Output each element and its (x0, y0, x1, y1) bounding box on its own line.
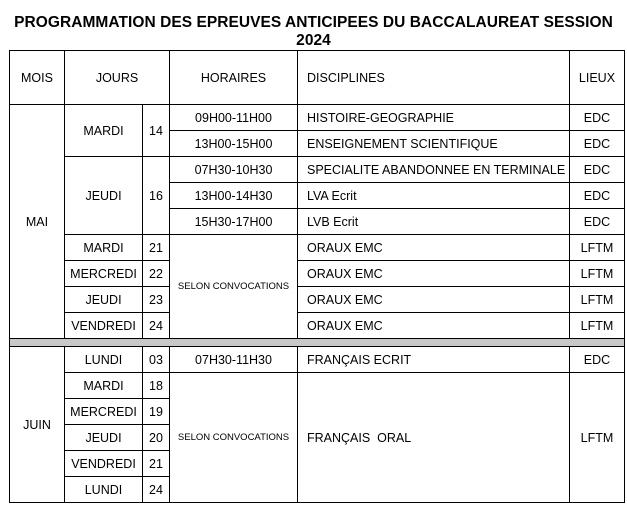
day-cell: MERCREDI (65, 261, 143, 287)
header-row (10, 51, 625, 105)
day-cell: MARDI (65, 105, 143, 157)
discipline-cell: ORAUX EMC (298, 313, 570, 339)
table-row (10, 157, 625, 183)
header-disciplines: DISCIPLINES (298, 51, 570, 105)
discipline-cell: SPECIALITE ABANDONNEE EN TERMINALE (298, 157, 570, 183)
date-cell: 21 (143, 451, 170, 477)
discipline-cell: FRANÇAIS ORAL (298, 373, 570, 503)
month-separator (10, 339, 625, 347)
day-cell: LUNDI (65, 347, 143, 373)
discipline-cell: LVB Ecrit (298, 209, 570, 235)
date-cell: 19 (143, 399, 170, 425)
date-cell: 21 (143, 235, 170, 261)
convocation-cell: SELON CONVOCATIONS (170, 235, 298, 339)
convocation-cell: SELON CONVOCATIONS (170, 373, 298, 503)
header-horaires: HORAIRES (170, 51, 298, 105)
day-cell: VENDREDI (65, 313, 143, 339)
page-title: PROGRAMMATION DES EPREUVES ANTICIPEES DU BACCALAUREAT SESSION 2024 (14, 14, 613, 49)
table-row (10, 105, 625, 131)
table-row (10, 313, 625, 339)
time-cell: 13H00-15H00 (170, 131, 298, 157)
discipline-cell: ENSEIGNEMENT SCIENTIFIQUE (298, 131, 570, 157)
time-cell: 15H30-17H00 (170, 209, 298, 235)
lieu-cell: LFTM (570, 313, 625, 339)
header-lieux: LIEUX (570, 51, 625, 105)
table-row (10, 287, 625, 313)
day-cell: JEUDI (65, 425, 143, 451)
lieu-cell: LFTM (570, 261, 625, 287)
month-cell-juin: JUIN (10, 347, 65, 503)
date-cell: 22 (143, 261, 170, 287)
day-cell: JEUDI (65, 287, 143, 313)
date-cell: 03 (143, 347, 170, 373)
lieu-cell: EDC (570, 183, 625, 209)
date-cell: 16 (143, 157, 170, 235)
lieu-cell: EDC (570, 209, 625, 235)
lieu-cell: EDC (570, 157, 625, 183)
date-cell: 24 (143, 313, 170, 339)
day-cell: JEUDI (65, 157, 143, 235)
table-row (10, 261, 625, 287)
discipline-cell: ORAUX EMC (298, 287, 570, 313)
date-cell: 23 (143, 287, 170, 313)
table-row (10, 235, 625, 261)
day-cell: MARDI (65, 373, 143, 399)
time-cell: 07H30-10H30 (170, 157, 298, 183)
discipline-cell: LVA Ecrit (298, 183, 570, 209)
lieu-cell: LFTM (570, 235, 625, 261)
date-cell: 24 (143, 477, 170, 503)
day-cell: VENDREDI (65, 451, 143, 477)
date-cell: 20 (143, 425, 170, 451)
lieu-cell: EDC (570, 347, 625, 373)
lieu-cell: LFTM (570, 373, 625, 503)
discipline-cell: ORAUX EMC (298, 235, 570, 261)
discipline-cell: HISTOIRE-GEOGRAPHIE (298, 105, 570, 131)
header-jours: JOURS (65, 51, 170, 105)
separator-band (10, 339, 625, 347)
discipline-cell: ORAUX EMC (298, 261, 570, 287)
lieu-cell: EDC (570, 131, 625, 157)
table-row (10, 347, 625, 373)
day-cell: MARDI (65, 235, 143, 261)
time-cell: 09H00-11H00 (170, 105, 298, 131)
day-cell: MERCREDI (65, 399, 143, 425)
day-cell: LUNDI (65, 477, 143, 503)
date-cell: 18 (143, 373, 170, 399)
schedule-table (9, 50, 625, 503)
header-mois: MOIS (10, 51, 65, 105)
date-cell: 14 (143, 105, 170, 157)
time-cell: 13H00-14H30 (170, 183, 298, 209)
table-row (10, 373, 625, 399)
discipline-cell: FRANÇAIS ECRIT (298, 347, 570, 373)
lieu-cell: LFTM (570, 287, 625, 313)
time-cell: 07H30-11H30 (170, 347, 298, 373)
lieu-cell: EDC (570, 105, 625, 131)
month-cell-mai: MAI (10, 105, 65, 339)
